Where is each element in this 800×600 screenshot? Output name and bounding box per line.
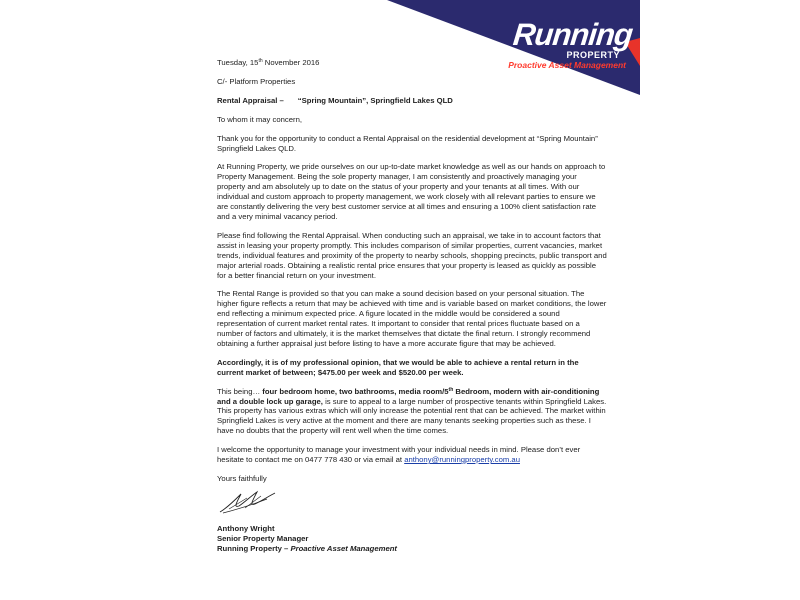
paragraph-appraisal: Please find following the Rental Appraisal. When conducting such an appraisal, we take in to account factors that assist in leasing your property promptly. This includes comparison of similar properties, current vacancies, market trends, individual features and proximity of the property to nearby schools, shopping precincts, public transport and major arterial roads. Obtaining a realistic rental price ensures that your property is leased as quickly as possible for a better financial return on your investment. <box>217 230 607 280</box>
professional-opinion: Accordingly, it is of my professional opinion, that we would be able to achieve a rental return in the current market of between; $475.00 per week and $520.00 per week. <box>217 357 579 377</box>
logo-subtitle: PROPERTY <box>566 50 620 60</box>
logo-wordmark: Running <box>511 17 634 52</box>
salutation: To whom it may concern, <box>217 114 303 124</box>
paragraph-rental-range: The Rental Range is provided so that you can make a sound decision based on your personal situation. The higher figure reflects a return that may be achieved with time and is variable based on market conditions, the lower end reflecting a minimum expected price. A figure located in the middle would be considered a sound representation of current market rental rates. It important to consider that rental prices fluctuate based on a number of factors and ultimately, it is the market themselves that dictate the final return. I strongly recommend obtaining a further appraisal just before listing to have a more accurate figure that may be achieved. <box>217 289 607 348</box>
logo-tagline: Proactive Asset Management <box>508 60 626 70</box>
signer-name: Anthony Wright <box>217 523 275 533</box>
recipient: C/- Platform Properties <box>217 76 296 86</box>
signer-title: Senior Property Manager <box>217 533 309 543</box>
closing: Yours faithfully <box>217 474 267 483</box>
email-link[interactable]: anthony@runningproperty.com.au <box>404 455 520 465</box>
paragraph-contact: I welcome the opportunity to manage your investment with your individual needs in mind. Please don’t ever hesitate to contact me on 0477 778 430 or via email at anthony@runningproperty.com.au <box>217 445 581 465</box>
paragraph-about: At Running Property, we pride ourselves on our up-to-date market knowledge as well as our hands on approach to Property Management. Being the sole property manager, I am consistently and proactively managing your property and am absolutely up to date on the status of your property and your tenants at all times. With our individual and custom approach to property management, we work closely with all relevant parties to ensure we are constantly delivering the very best customer service at all times and ensuring a 100% client satisfaction rate and a very minimal vacancy period. <box>217 162 606 221</box>
subject-line: Rental Appraisal – “Spring Mountain”, Springfield Lakes QLD <box>217 95 453 105</box>
paragraph-intro: Thank you for the opportunity to conduct a Rental Appraisal on the residential development at “Spring Mountain” Springfield Lakes QLD. <box>217 133 598 153</box>
paragraph-property: This being… four bedroom home, two bathrooms, media room/5th Bedroom, modern with air-conditioning and a double lock up garage, is sure to appeal to a large number of prospective tenants within Springfield Lakes. This property has various extras which will only increase the potential rent that can be achieved. The market within Springfield Lakes is very active at the moment and there are many tenants seeking properties such as these. I have no doubts that the property will rent well when the time comes. <box>217 386 607 436</box>
signer-company: Running Property – Proactive Asset Management <box>217 543 397 553</box>
letter-date: Tuesday, 15th November 2016 <box>217 58 320 67</box>
signature-image <box>217 486 279 516</box>
signature-block <box>217 524 607 554</box>
letter-body <box>217 58 607 554</box>
